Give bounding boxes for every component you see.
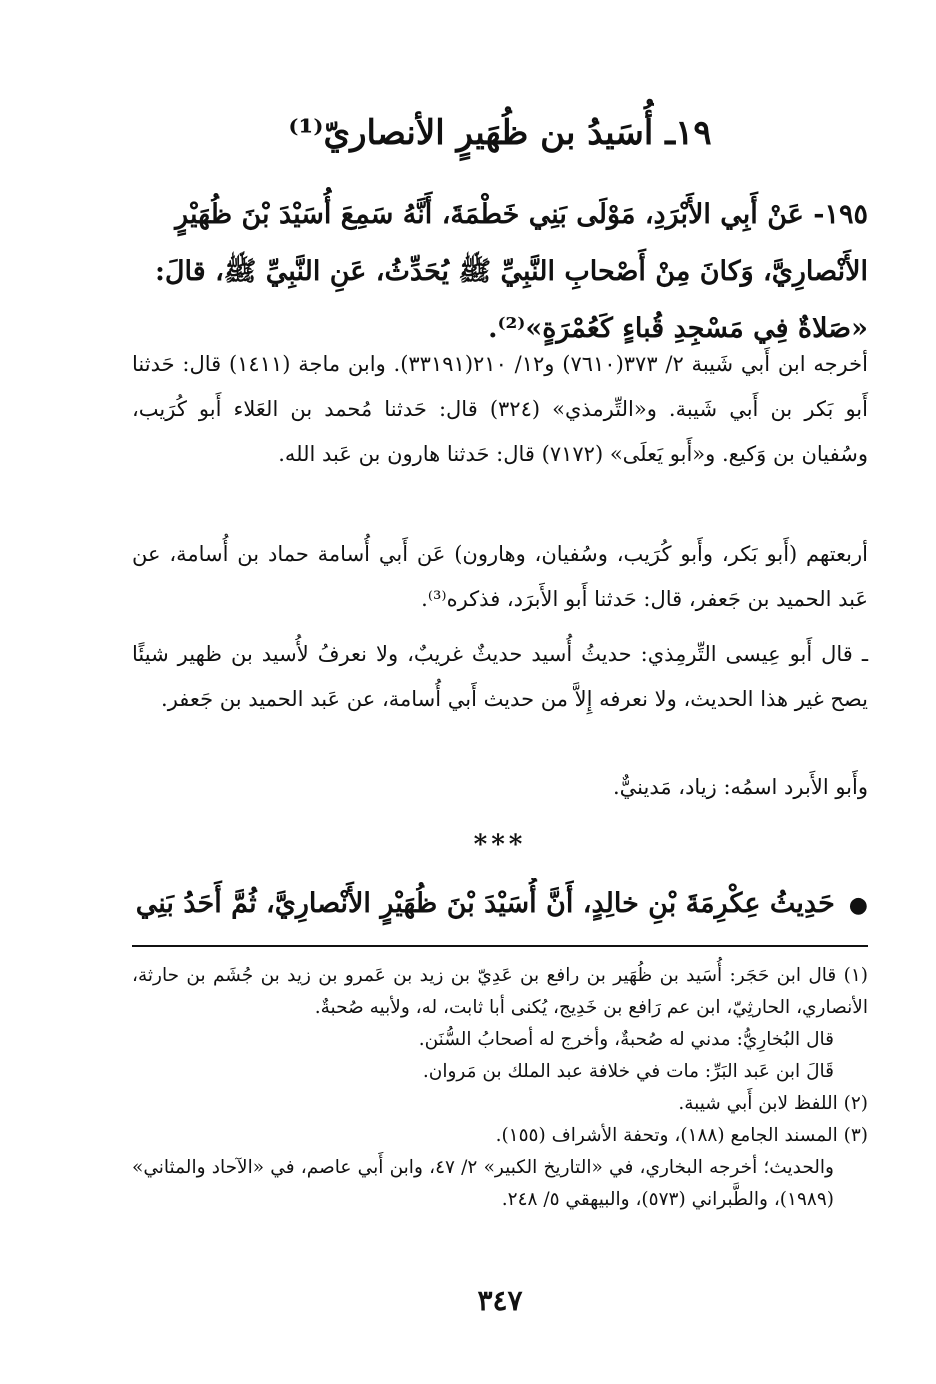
chains-paragraph [132,532,868,622]
footnote-1-bukhari: قال البُخارِيُّ: مدني له صُحبةٌ، وأخرج له أصحابُ السُّنَن. [418,1029,834,1050]
narrator-note [132,765,868,810]
chapter-title: ١٩ـ أُسَيدُ بن ظُهَيرٍ الأنصاريّ⁽¹⁾ [288,113,712,153]
paragraph-text: ـ قال أَبو عِيسى التِّرمِذي: حديثُ أُسيد حديثٌ غريبٌ، ولا نعرفُ لأُسيد بن ظهير شيئًا يصح غير هذا الحديث، ولا نعرفه إِلاَّ من حديث أَبي أُسامة، عن عَبد الحميد بن جَعفر. [132,642,868,711]
hadith-line: ١٩٥- عَنْ أَبِي الأَبْرَدِ، مَوْلَى بَنِي خَطْمَةَ، أَنَّهُ سَمِعَ أُسَيْدَ بْنَ ظُهَيْرٍ [175,199,868,230]
footnote-1-ibn-abd-albarr: قَالَ ابن عَبد البَرِّ: مات في خلافة عبد الملك بن مَروان. [422,1061,834,1082]
bullet-icon: ● [848,892,868,918]
tirmidhi-comment [132,632,868,722]
book-page [132,0,868,1384]
next-hadith-heading [132,878,868,931]
paragraph-text: أخرجه ابن أَبي شَيبة ٢/ ٣٧٣(٧٦١٠) و١٢/ ٢١٠(٣٣١٩١). وابن ماجة (١٤١١) قال: حَدثنا أَبو بَكر بن أَبي شَيبة. و«التِّرمذي» (٣٢٤) قال: حَدثنا مُحمد بن العَلاء أَبو كُرَيب، وسُفيان بن وَكيع. و«أَبو يَعلَى» (٧١٧٢) قال: حَدثنا هارون بن عَبد الله. [132,352,868,466]
hadith-text [132,186,868,357]
paragraph-text: أربعتهم (أَبو بَكر، وأَبو كُرَيب، وسُفيان، وهارون) عَن أَبي أُسامة حماد بن أُسامة، عن عَبد الحميد بن جَعفر، قال: حَدثنا أَبو الأَبرَد، فذكره⁽³⁾. [132,542,868,611]
hadith-line: الأَنْصارِيَّ، وَكانَ مِنْ أَصْحابِ النَّبِيِّ ﷺ يُحَدِّثُ، عَنِ النَّبِيِّ ﷺ، قالَ: [154,256,868,287]
hadith-line: «صَلاةٌ فِي مَسْجِدِ قُباءٍ كَعُمْرَةٍ»⁽²⁾. [488,313,868,344]
takhrij-paragraph [132,342,868,477]
footnote-3-sources: والحديث؛ أخرجه البخاري، في «التاريخ الكبير» ٢/ ٤٧، وابن أَبي عاصم، في «الآحاد والمثاني» (١٩٨٩)، والطَّبراني (٥٧٣)، والبيهقي ٥/ ٢٤٨. [132,1157,834,1210]
footnote-1: (١) قال ابن حَجَر: أُسَيد بن ظُهَير بن رافع بن عَدِيّ بن زيد بن عَمرو بن زيد بن جُشَم بن حارثة، الأنصاري، الحارثِيّ، ابن عم رَافع بن خَدِيج، يُكنى أبا ثابت، له، ولأبيه صُحبةٌ. [132,965,868,1018]
footnote-3: (٣) المسند الجامع (١٨٨)، وتحفة الأشراف (١٥٥). [495,1125,868,1146]
page-number: ٣٤٧ [477,1284,523,1317]
section-separator: *** [473,830,527,860]
footnotes [132,960,868,1216]
paragraph-text: وأَبو الأَبرد اسمُه: زياد، مَدينيٌّ. [612,775,868,799]
footnote-2: (٢) اللفظ لابن أَبي شيبة. [678,1093,868,1114]
footnote-divider [132,945,868,947]
next-hadith-text: حَدِيثُ عِكْرِمَةَ بْنِ خالِدٍ، أَنَّ أُسَيْدَ بْنَ ظُهَيْرٍ الأَنْصارِيَّ، ثُمَّ أَحَدُ بَنِي [135,888,835,919]
